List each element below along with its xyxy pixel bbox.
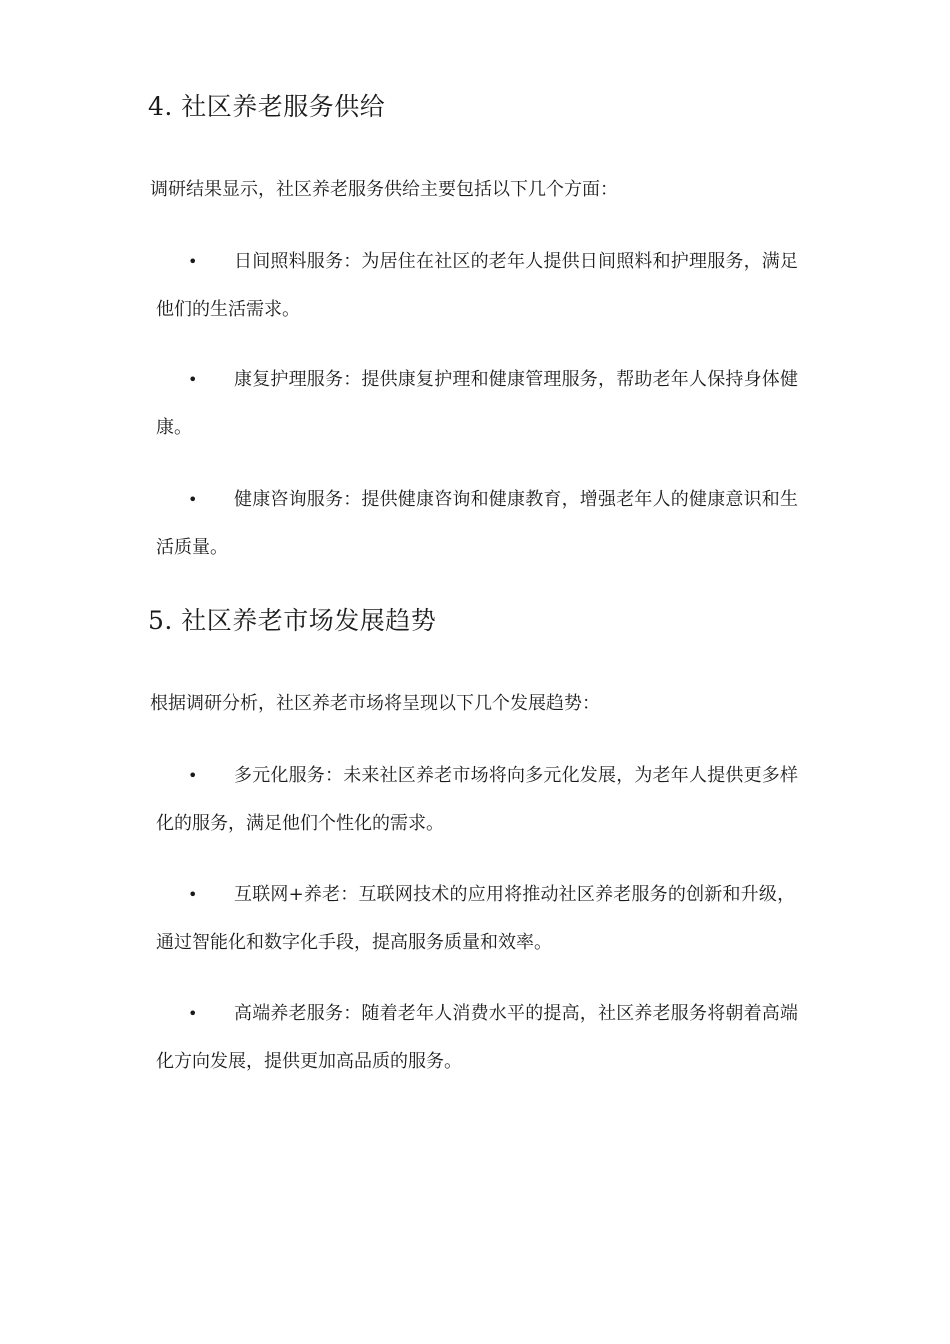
- list-item-continuation: 通过智能化和数字化手段，提高服务质量和效率。: [156, 932, 552, 953]
- list-item-text: 高端养老服务：随着老年人消费水平的提高，社区养老服务将朝着高端: [234, 1003, 799, 1024]
- bullet-icon: •: [188, 252, 198, 271]
- section-5-intro: 根据调研分析，社区养老市场将呈现以下几个发展趋势：: [150, 693, 600, 714]
- list-item-continuation: 化方向发展，提供更加高品质的服务。: [156, 1051, 462, 1072]
- list-item-continuation: 康。: [156, 417, 192, 438]
- list-item: [150, 250, 830, 320]
- bullet-icon: •: [188, 885, 198, 904]
- bullet-icon: •: [188, 1004, 198, 1023]
- list-item-continuation: 他们的生活需求。: [156, 299, 300, 320]
- section-4-heading: 4. 社区养老服务供给: [148, 92, 386, 121]
- list-item: [150, 488, 830, 558]
- list-item-text: 互联网+养老：互联网技术的应用将推动社区养老服务的创新和升级，: [234, 884, 796, 905]
- list-item-text: 健康咨询服务：提供健康咨询和健康教育，增强老年人的健康意识和生: [234, 489, 799, 510]
- bullet-icon: •: [188, 766, 198, 785]
- list-item: [150, 883, 830, 953]
- list-item-continuation: 化的服务，满足他们个性化的需求。: [156, 813, 444, 834]
- list-item: [150, 368, 830, 438]
- list-item-text: 康复护理服务：提供康复护理和健康管理服务，帮助老年人保持身体健: [234, 369, 799, 390]
- bullet-icon: •: [188, 490, 198, 509]
- list-item-text: 多元化服务：未来社区养老市场将向多元化发展，为老年人提供更多样: [234, 765, 799, 786]
- bullet-icon: •: [188, 370, 198, 389]
- section-5-heading: 5. 社区养老市场发展趋势: [148, 606, 437, 635]
- section-4-intro: 调研结果显示，社区养老服务供给主要包括以下几个方面：: [150, 179, 618, 200]
- list-item-continuation: 活质量。: [156, 537, 228, 558]
- list-item-text: 日间照料服务：为居住在社区的老年人提供日间照料和护理服务，满足: [234, 251, 799, 272]
- list-item: [150, 1002, 830, 1072]
- list-item: [150, 764, 830, 834]
